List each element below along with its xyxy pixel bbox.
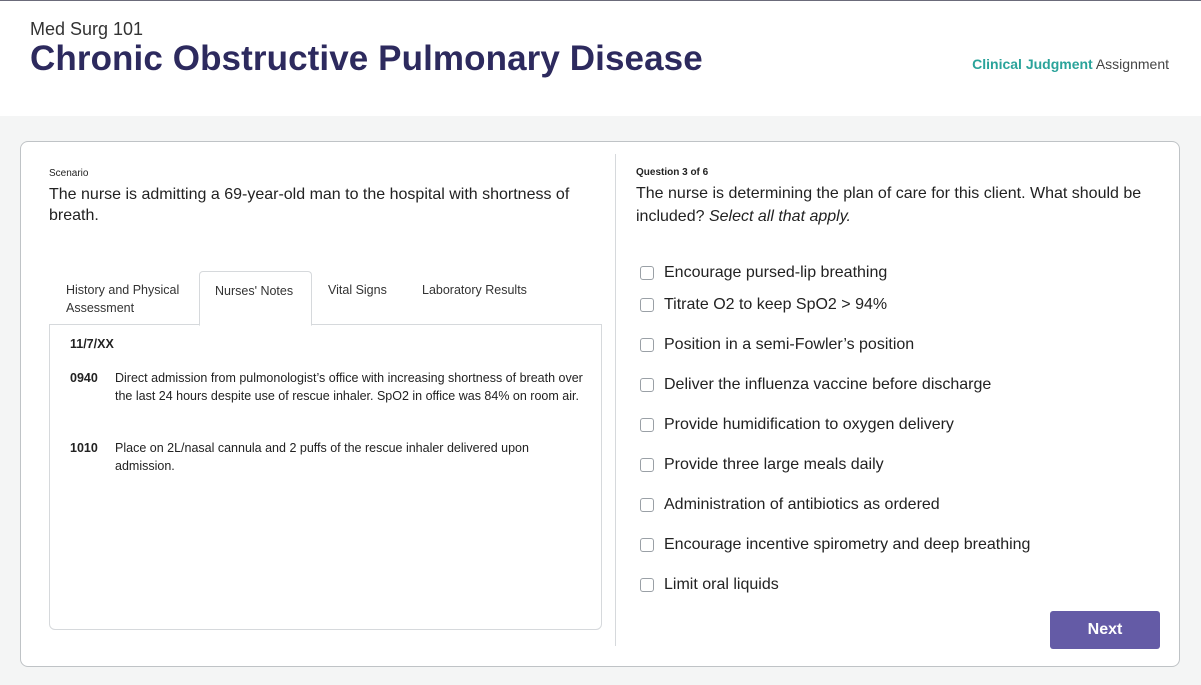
option-incentive-spirometry[interactable] xyxy=(640,534,1030,556)
option-label: Limit oral liquids xyxy=(664,576,779,593)
question-card xyxy=(20,141,1180,667)
assignment-type-accent: Clinical Judgment xyxy=(972,56,1093,72)
checkbox[interactable] xyxy=(640,298,654,312)
tab-vital-signs[interactable] xyxy=(312,271,404,325)
checkbox[interactable] xyxy=(640,498,654,512)
question-prompt: The nurse is determining the plan of care for this client. What should be included? xyxy=(636,185,1142,225)
nurses-notes-panel xyxy=(49,324,602,630)
note-text: Place on 2L/nasal cannula and 2 puffs of the rescue inhaler delivered upon admission. xyxy=(115,441,529,473)
assignment-type-label: Assignment xyxy=(1095,56,1169,72)
option-pursed-lip-breathing[interactable] xyxy=(640,262,887,284)
next-button[interactable]: Next xyxy=(1050,611,1160,649)
checkbox[interactable] xyxy=(640,418,654,432)
course-name: Med Surg 101 xyxy=(30,19,144,39)
tab-label: Nurses' Notes xyxy=(215,284,294,298)
checkbox[interactable] xyxy=(640,458,654,472)
option-label: Titrate O2 to keep SpO2 > 94% xyxy=(664,296,888,313)
option-limit-oral-liquids[interactable] xyxy=(640,574,779,596)
tab-bar xyxy=(49,271,601,325)
option-label: Provide three large meals daily xyxy=(664,456,884,473)
checkbox[interactable] xyxy=(640,378,654,392)
question-text xyxy=(636,182,1146,228)
scenario-label: Scenario xyxy=(49,168,89,179)
column-divider xyxy=(615,154,616,646)
option-label: Encourage pursed-lip breathing xyxy=(664,264,888,281)
page-title: Chronic Obstructive Pulmonary Disease xyxy=(30,39,703,78)
note-time: 1010 xyxy=(70,441,98,455)
note-time: 0940 xyxy=(70,371,98,385)
option-label: Position in a semi-Fowler’s position xyxy=(664,336,915,353)
tab-laboratory-results[interactable] xyxy=(404,271,534,325)
assignment-type xyxy=(972,56,1169,72)
option-label: Deliver the influenza vaccine before discharge xyxy=(664,376,992,393)
page-header xyxy=(0,0,1201,116)
option-influenza-vaccine[interactable] xyxy=(640,374,991,396)
option-label: Encourage incentive spirometry and deep breathing xyxy=(664,536,1031,553)
tab-nurses-notes[interactable] xyxy=(199,271,312,326)
option-label: Provide humidification to oxygen delivery xyxy=(664,416,954,433)
option-humidification[interactable] xyxy=(640,414,954,436)
tab-label: Laboratory Results xyxy=(422,283,527,297)
question-instruction: Select all that apply. xyxy=(708,208,851,225)
option-label: Administration of antibiotics as ordered xyxy=(664,496,940,513)
option-semi-fowler-position[interactable] xyxy=(640,334,914,356)
option-three-large-meals[interactable] xyxy=(640,454,884,476)
tab-label: History and Physical Assessment xyxy=(66,283,180,315)
checkbox[interactable] xyxy=(640,338,654,352)
scenario-text: The nurse is admitting a 69-year-old man to the hospital with shortness of breath. xyxy=(49,186,570,224)
checkbox[interactable] xyxy=(640,266,654,280)
note-text: Direct admission from pulmonologist’s office with increasing shortness of breath over the last 24 hours despite use of rescue inhaler. SpO2 in office was 84% on room air. xyxy=(115,371,583,403)
note-date: 11/7/XX xyxy=(70,337,114,351)
question-counter: Question 3 of 6 xyxy=(636,167,709,178)
checkbox[interactable] xyxy=(640,538,654,552)
checkbox[interactable] xyxy=(640,578,654,592)
tab-history-physical[interactable] xyxy=(49,271,199,325)
option-antibiotics[interactable] xyxy=(640,494,940,516)
option-titrate-o2[interactable] xyxy=(640,294,887,316)
tab-label: Vital Signs xyxy=(328,283,387,297)
